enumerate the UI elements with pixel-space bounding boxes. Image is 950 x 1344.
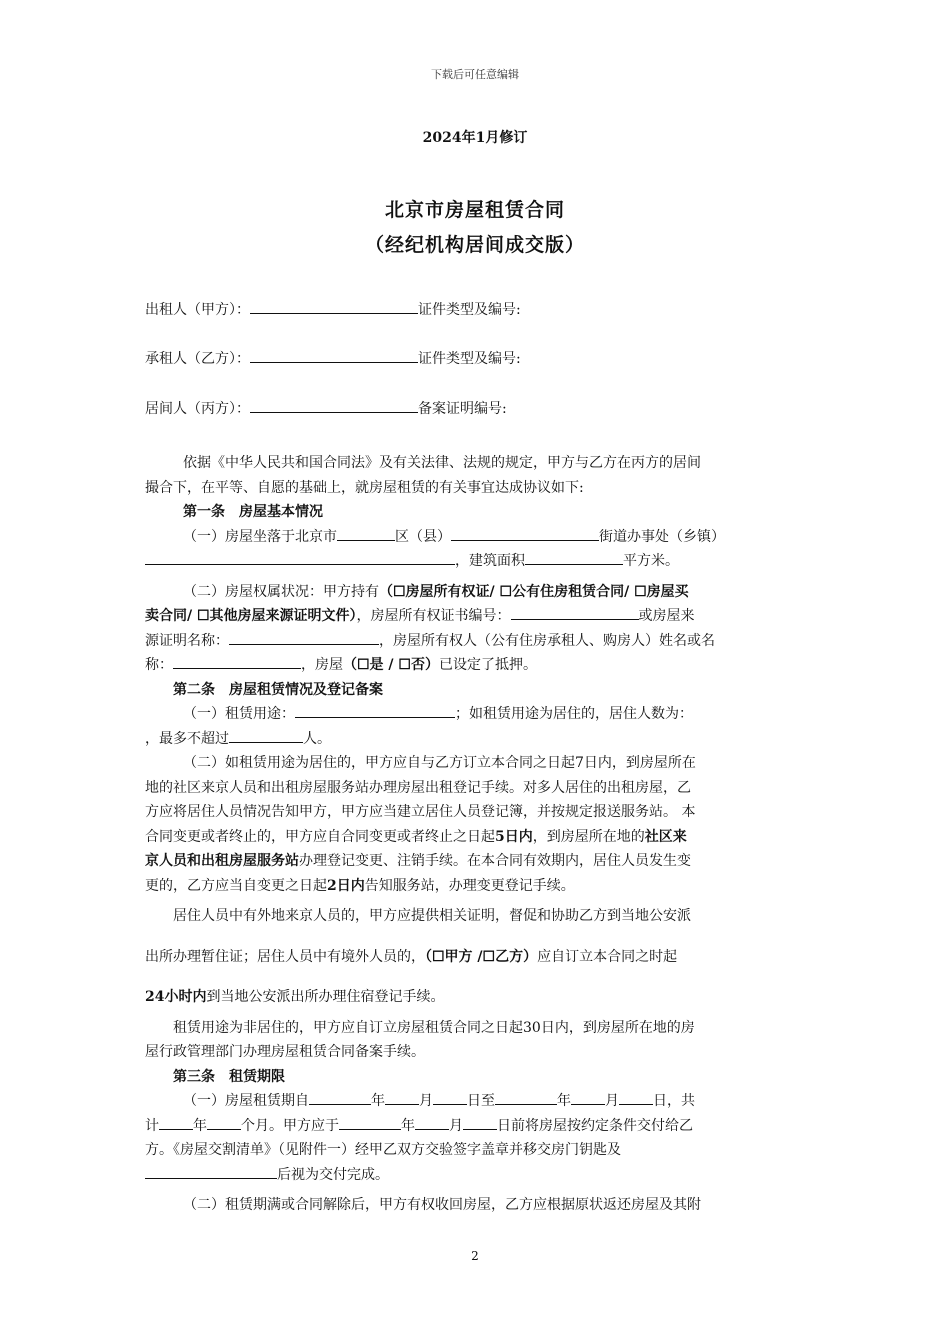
day-label: 日，共: [653, 1093, 695, 1109]
lessee-id-label: 证件类型及编号:: [418, 351, 521, 367]
broker-line: [145, 398, 507, 418]
street-label: 街道办事处（乡镇）: [599, 528, 725, 545]
bold-segment: 5日内: [495, 828, 533, 845]
text-segment: 合同变更或者终止的，甲方应自合同变更或者终止之日起: [145, 828, 495, 845]
article-2-p2-line-2: 地的社区来京人员和出租房屋服务站办理房屋出租登记手续。对多人居住的出租房屋，乙: [145, 779, 691, 796]
text-segment: 个月。甲方应于: [241, 1117, 339, 1134]
text-segment: 出所办理暂住证；居住人员中有境外人员的，: [145, 948, 425, 965]
contract-title: 北京市房屋租赁合同: [384, 199, 565, 221]
contract-subtitle: （经纪机构居间成交版）: [364, 234, 585, 256]
article-2-p3-line-3: [145, 985, 805, 1010]
start-day-blank[interactable]: [433, 1090, 467, 1105]
area-label: ，建筑面积: [455, 553, 525, 569]
year-label: 年: [193, 1117, 207, 1134]
bold-segment: 京人员和出租房屋服务站: [145, 853, 299, 869]
broker-blank[interactable]: [250, 398, 418, 413]
owner-label: ，房屋所有权人（公有住房承租人、购房人）姓名或名: [379, 632, 715, 649]
max-residents-blank[interactable]: [229, 728, 303, 743]
residents-label: ；如租赁用途为居住的，居住人数为：: [455, 706, 693, 722]
persons-unit: 人。: [303, 730, 331, 747]
intro-line-1: 依据《中华人民共和国合同法》及有关法律、法规的规定，甲方与乙方在丙方的居间: [183, 455, 701, 471]
start-year-blank[interactable]: [309, 1090, 371, 1105]
deliver-year-blank[interactable]: [339, 1115, 401, 1130]
month-label: 月: [419, 1093, 433, 1109]
district-blank[interactable]: [337, 526, 395, 541]
article-2-p1-line-2: [145, 727, 805, 752]
article-2-p2-line-1: （二）如租赁用途为居住的，甲方应自与乙方订立本合同之日起7日内，到房屋所在: [183, 755, 696, 771]
article-1-p2-line-4: [145, 653, 805, 678]
article-2-p1-line-1: [145, 702, 805, 727]
end-year-blank[interactable]: [495, 1090, 557, 1105]
article-2-p4-line-2: 屋行政管理部门办理房屋租赁合同备案手续。: [145, 1044, 425, 1060]
broker-record-label: 备案证明编号:: [418, 401, 507, 417]
cert-number-blank[interactable]: [511, 605, 639, 620]
month-label: 月: [449, 1117, 463, 1134]
article-3-p1-line-1: [145, 1089, 805, 1114]
broker-label: 居间人（丙方）：: [145, 401, 250, 417]
location-label: （一）房屋坐落于北京市: [183, 528, 337, 545]
article-3-p1-line-4: [145, 1163, 805, 1188]
max-residents-label: ，最多不超过: [145, 730, 229, 747]
intro-line-2: 撮合下，在平等、自愿的基础上，就房屋租赁的有关事宜达成协议如下:: [145, 479, 584, 496]
article-3-heading: 第三条 租赁期限: [173, 1068, 285, 1085]
article-2-p2-line-6: [145, 874, 805, 899]
year-label: 年: [371, 1093, 385, 1109]
contract-body: [145, 451, 805, 1218]
article-1-p2-line-3: [145, 629, 805, 654]
source-label-1: 或房屋来: [638, 608, 695, 624]
usage-label: （一）租赁用途：: [183, 706, 295, 722]
handover-blank[interactable]: [145, 1164, 277, 1179]
lessee-blank[interactable]: [250, 348, 418, 363]
term-month-blank[interactable]: [207, 1115, 241, 1130]
article-2-p2-line-5: [145, 849, 805, 874]
address-blank[interactable]: [145, 550, 455, 565]
month-label: 月: [605, 1093, 619, 1109]
source-label-2: 源证明名称：: [145, 632, 229, 649]
owner-name-blank[interactable]: [173, 654, 301, 669]
year-label: 年: [401, 1117, 415, 1134]
owner-name-label: 称：: [145, 657, 173, 673]
ownership-options-1[interactable]: （☐房屋所有权证/ ☐公有住房租赁合同/ ☐房屋买: [379, 583, 689, 600]
text-segment: 日前将房屋按约定条件交付给乙: [497, 1117, 693, 1134]
article-2-p3-line-2: [145, 945, 805, 970]
text-segment: 应自订立本合同之时起: [537, 948, 678, 965]
article-1-p2-line-1: [145, 580, 805, 605]
text-segment: 后视为交付完成。: [277, 1166, 389, 1183]
text-segment: 告知服务站，办理变更登记手续。: [364, 877, 575, 894]
article-1-p1-line-2: [145, 549, 805, 574]
article-1-heading: 第一条 房屋基本情况: [183, 504, 323, 520]
usage-blank[interactable]: [295, 703, 455, 718]
bold-segment: 2日内: [327, 877, 365, 894]
street-blank[interactable]: [451, 526, 599, 541]
mortgage-options[interactable]: （☐是 / ☐否）: [343, 657, 439, 673]
lessor-label: 出租人（甲方）：: [145, 302, 250, 318]
article-2-heading: 第二条 房屋租赁情况及登记备案: [173, 681, 383, 698]
article-1-p2-line-2: [145, 604, 805, 629]
mortgage-tail: 已设定了抵押。: [438, 657, 537, 673]
ownership-label: （二）房屋权属状况：甲方持有: [183, 583, 379, 600]
bold-segment: 24小时内: [145, 989, 207, 1005]
article-3-p2-line-1: （二）租赁期满或合同解除后，甲方有权收回房屋，乙方应根据原状返还房屋及其附: [183, 1197, 701, 1213]
text-segment: 计: [145, 1117, 159, 1134]
start-month-blank[interactable]: [385, 1090, 419, 1105]
ownership-options-2[interactable]: 卖合同/ ☐其他房屋来源证明文件）: [145, 608, 357, 624]
text-segment: 更的，乙方应当自变更之日起: [145, 877, 327, 894]
text-segment: ，到房屋所在地的: [532, 828, 645, 845]
registrant-options[interactable]: （☐甲方 /☐乙方）: [425, 948, 538, 965]
source-name-blank[interactable]: [229, 630, 379, 645]
mortgage-label: ，房屋: [301, 657, 343, 673]
cert-number-label: ，房屋所有权证书编号：: [356, 608, 511, 624]
text-segment: 办理登记变更、注销手续。在本合同有效期内，居住人员发生变: [299, 853, 691, 869]
page-number: 2: [471, 1249, 479, 1263]
lessor-line: [145, 299, 521, 319]
deliver-day-blank[interactable]: [463, 1115, 497, 1130]
bold-segment: 社区来: [644, 828, 687, 845]
year-label: 年: [557, 1093, 571, 1109]
article-3-p1-line-2: [145, 1114, 805, 1139]
area-blank[interactable]: [525, 550, 623, 565]
text-segment: 到当地公安派出所办理住宿登记手续。: [206, 989, 445, 1005]
article-3-p1-line-3: 方。《房屋交割清单》（见附件一）经甲乙双方交验签字盖章并移交房门钥匙及: [145, 1142, 621, 1158]
term-year-blank[interactable]: [159, 1115, 193, 1130]
district-label: 区（县）: [395, 528, 451, 545]
deliver-month-blank[interactable]: [415, 1115, 449, 1130]
text-segment: （一）房屋租赁期自: [183, 1093, 309, 1109]
article-1-p1-line-1: [145, 525, 805, 550]
end-month-blank[interactable]: [571, 1090, 605, 1105]
article-2-p3-line-1: 居住人员中有外地来京人员的，甲方应提供相关证明，督促和协助乙方到当地公安派: [173, 908, 691, 924]
lessee-line: [145, 348, 521, 368]
revision-date: 2024年1月修订: [422, 130, 528, 146]
article-2-p2-line-3: 方应将居住人员情况告知甲方，甲方应当建立居住人员登记簿，并按规定报送服务站。 本: [145, 804, 696, 820]
lessor-blank[interactable]: [250, 299, 418, 314]
article-2-p2-line-4: [145, 825, 805, 850]
end-day-blank[interactable]: [619, 1090, 653, 1105]
lessor-id-label: 证件类型及编号:: [418, 302, 521, 318]
article-2-p4-line-1: 租赁用途为非居住的，甲方应自订立房屋租赁合同之日起30日内，到房屋所在地的房: [173, 1019, 695, 1036]
day-label: 日至: [467, 1093, 495, 1109]
area-unit: 平方米。: [623, 553, 679, 569]
page-header: 下载后可任意编辑: [431, 68, 519, 81]
lessee-label: 承租人（乙方）：: [145, 351, 250, 367]
